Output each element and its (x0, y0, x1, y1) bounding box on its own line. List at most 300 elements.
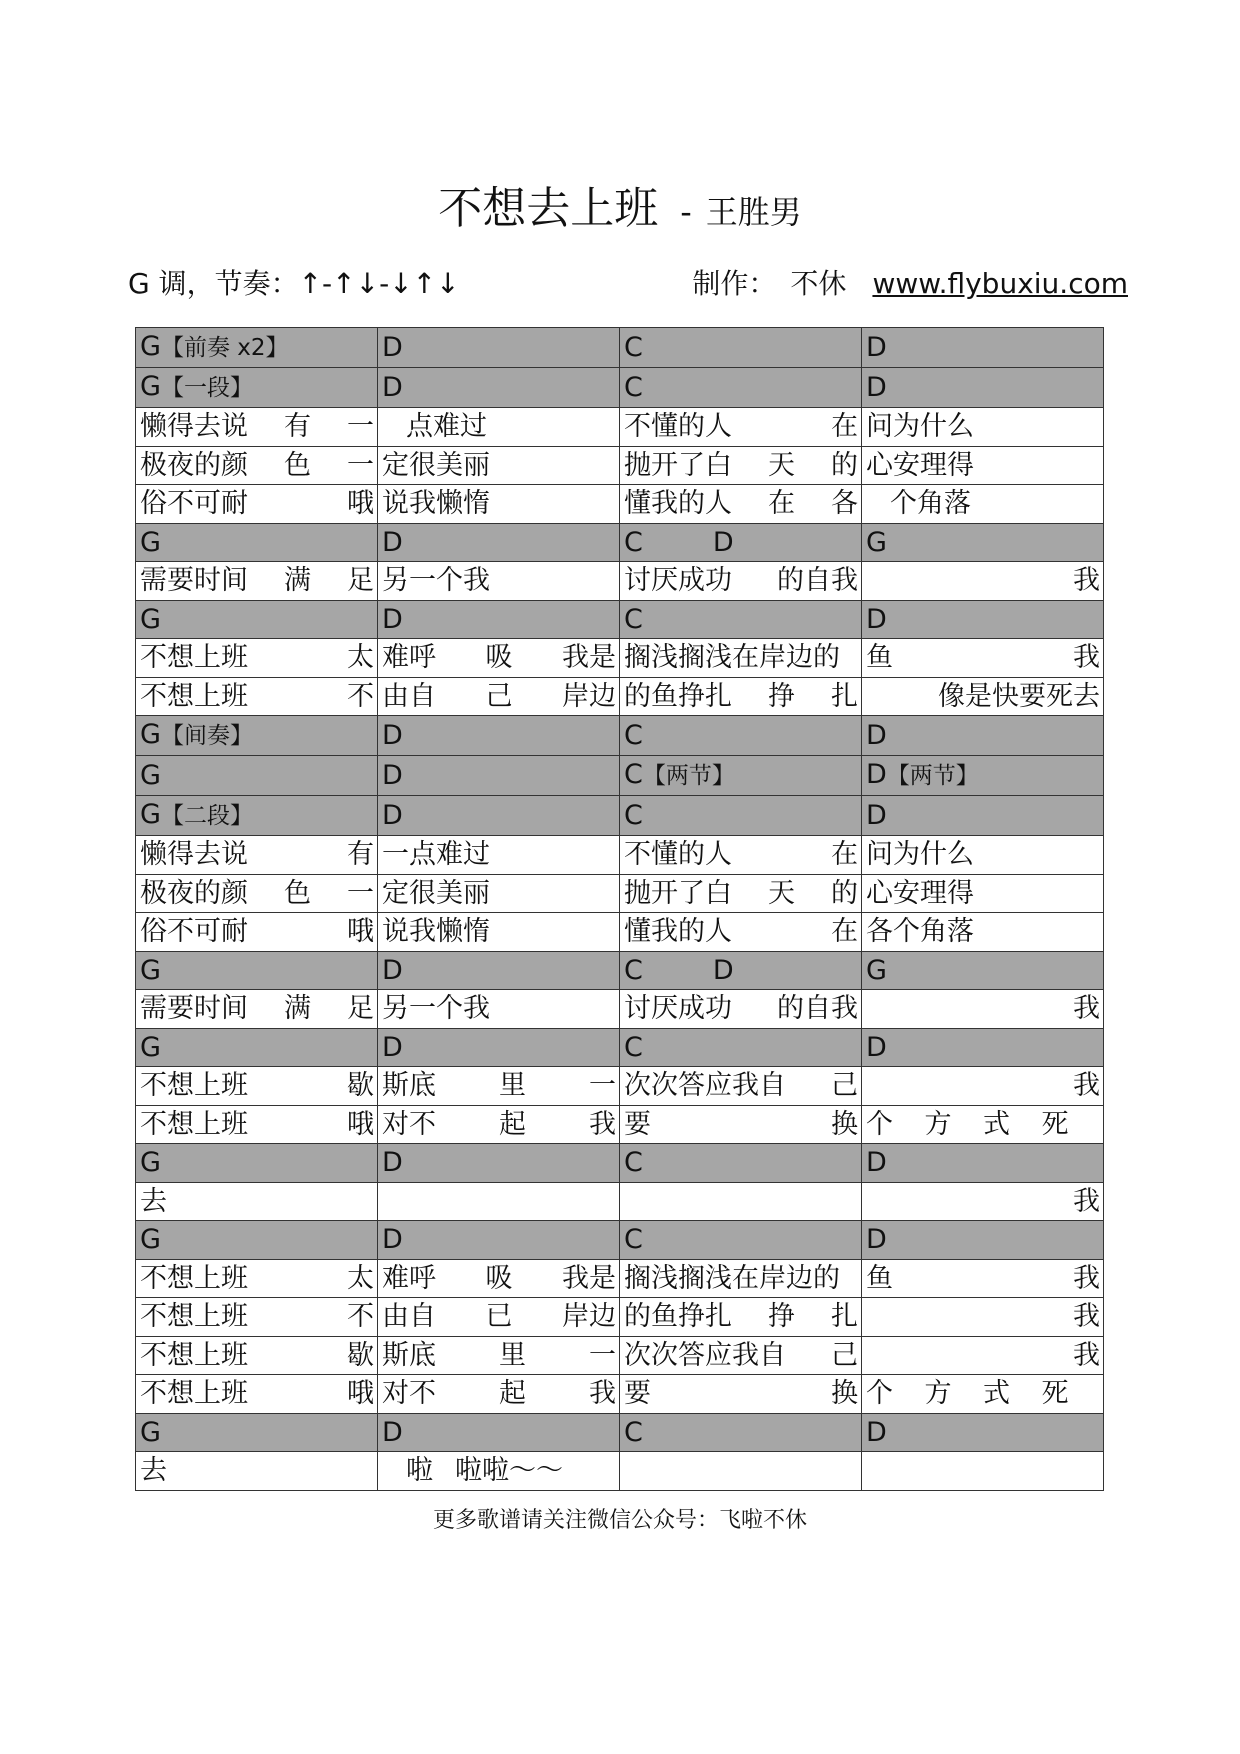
lyric-cell (862, 913, 1104, 952)
lyric-line (140, 485, 374, 522)
artist-name: 王胜男 (705, 193, 802, 231)
lyric-line (624, 1106, 858, 1143)
lyric-text: 对不 (382, 1378, 436, 1410)
lyric-text: 挣 (768, 680, 795, 712)
chord-cell (136, 951, 378, 990)
chord-row (136, 523, 1104, 562)
credit-label: 制作： (692, 267, 777, 300)
lyric-line (866, 875, 1100, 912)
lyric-cell (862, 639, 1104, 678)
section-label: 【两节】 (886, 763, 979, 789)
lyric-text: 一 (347, 449, 374, 481)
chord-cell (136, 368, 378, 408)
lyric-text: 对不 (382, 1108, 436, 1140)
lyric-text: 天 (768, 449, 795, 481)
lyric-text: 需要时间 (140, 993, 248, 1025)
lyric-text: 的 (831, 449, 858, 481)
lyric-line (866, 913, 1100, 950)
lyric-line (140, 1452, 374, 1489)
chord-symbol: D (382, 526, 403, 558)
lyric-line (866, 408, 1100, 445)
lyric-line (624, 875, 858, 912)
chord-symbol: D (712, 526, 734, 558)
lyric-cell (862, 990, 1104, 1029)
chord-symbol: D (382, 720, 403, 751)
chord-cell (620, 368, 862, 408)
lyric-cell (862, 1105, 1104, 1144)
lyric-text: 需要时间 (140, 565, 248, 597)
lyric-text: 个 (866, 1108, 893, 1140)
chord-symbol: D (382, 1031, 403, 1063)
chord-cell (620, 756, 862, 796)
lyric-row (136, 1067, 1104, 1106)
lyric-cell (862, 562, 1104, 601)
chord-symbol: G (140, 371, 161, 402)
lyric-cell (136, 1067, 378, 1106)
lyric-text: 一点难过 (382, 839, 490, 871)
lyric-row (136, 562, 1104, 601)
lyric-text: 死 (1041, 1378, 1069, 1410)
lyric-line (624, 1337, 858, 1374)
lyric-cell (378, 874, 620, 913)
lyric-text: 斯底 (382, 1339, 436, 1371)
chord-cell (378, 368, 620, 408)
lyric-line (140, 1375, 374, 1412)
lyric-cell (620, 677, 862, 716)
chord-symbol: G (140, 719, 161, 750)
chord-row (136, 756, 1104, 796)
lyric-line (382, 562, 616, 599)
chord-symbol: D (382, 332, 403, 363)
lyric-text: 搁浅搁浅在岸边的 (624, 1262, 840, 1294)
chord-cell (620, 523, 862, 562)
chord-symbol: D (866, 1031, 887, 1063)
lyric-text: 抛开了白 (624, 449, 732, 481)
lyric-text: 起 (499, 1378, 526, 1410)
chord-cell (620, 328, 862, 368)
lyric-text: 我 (1073, 1185, 1100, 1217)
lyric-text: 有 (284, 411, 311, 443)
lyric-line (382, 447, 616, 484)
lyric-row (136, 1336, 1104, 1375)
lyric-cell (136, 913, 378, 952)
chord-cell (862, 1144, 1104, 1183)
lyric-cell (620, 990, 862, 1029)
lyric-line (866, 1183, 1100, 1220)
chord-symbol: D (382, 603, 403, 635)
lyric-cell (136, 562, 378, 601)
chord-sheet-table (135, 327, 1104, 1491)
lyric-row (136, 1105, 1104, 1144)
lyric-line (624, 1067, 858, 1104)
lyric-text: 里 (499, 1070, 526, 1102)
lyric-text: 方 (924, 1378, 952, 1410)
lyric-cell (620, 1452, 862, 1491)
lyric-text: 死 (1041, 1108, 1069, 1140)
lyric-text: 哦 (347, 1108, 374, 1140)
chord-symbol: C (624, 526, 643, 558)
chord-symbol: G (140, 1147, 161, 1179)
lyric-line (140, 875, 374, 912)
chord-symbol: D (382, 1224, 403, 1256)
key-rhythm-info: G 调，节奏：↑-↑↓-↓↑↓ (128, 267, 460, 300)
lyric-row (136, 485, 1104, 524)
title-line (0, 172, 1240, 236)
lyric-text: 问为什么 (866, 839, 974, 871)
lyric-line (382, 1375, 616, 1412)
chord-symbol: G (140, 760, 161, 791)
lyric-text: 抛开了白 (624, 877, 732, 909)
lyric-text: 各 (831, 488, 858, 520)
lyric-cell (378, 1259, 620, 1298)
chord-symbol: C (624, 954, 643, 986)
lyric-cell (136, 408, 378, 447)
lyric-text: 说我懒惰 (382, 916, 490, 948)
chord-cell (136, 796, 378, 836)
section-label: 【前奏 x2】 (160, 335, 289, 361)
chord-cell (378, 951, 620, 990)
lyric-line (140, 1067, 374, 1104)
lyric-text: 歇 (347, 1070, 374, 1102)
lyric-line (382, 678, 616, 715)
chord-symbol: C (624, 800, 643, 831)
lyric-text: 我 (1073, 1262, 1100, 1294)
lyric-text: 我 (1073, 642, 1100, 674)
lyric-cell (378, 1375, 620, 1414)
lyric-text: 搁浅搁浅在岸边的 (624, 642, 840, 674)
lyric-line (140, 639, 374, 676)
lyric-text: 足 (347, 565, 374, 597)
lyric-text: 个角落 (890, 488, 971, 520)
chord-row (136, 1413, 1104, 1452)
lyric-text: 在 (831, 916, 858, 948)
lyric-text: 哦 (347, 488, 374, 520)
lyric-text: 满 (284, 993, 311, 1025)
lyric-text: 去 (140, 1455, 167, 1487)
chord-cell (378, 600, 620, 639)
lyric-text: 我 (589, 1108, 616, 1140)
lyric-cell (620, 874, 862, 913)
lyric-text: 问为什么 (866, 411, 974, 443)
lyric-text: 太 (347, 1262, 374, 1294)
lyric-cell (862, 1182, 1104, 1221)
lyric-text: 不想上班 (140, 1378, 248, 1410)
lyric-text: 不想上班 (140, 1070, 248, 1102)
lyric-text: 在 (831, 839, 858, 871)
lyric-text: 定很美丽 (382, 877, 490, 909)
chord-symbol: D (866, 332, 887, 363)
lyric-cell (620, 446, 862, 485)
lyric-line (624, 485, 858, 522)
lyric-text: 讨厌成功 (624, 565, 732, 597)
chord-cell (862, 1413, 1104, 1452)
chord-cell (620, 951, 862, 990)
chord-cell (862, 368, 1104, 408)
lyric-line (382, 913, 616, 950)
title-separator: - (680, 193, 692, 231)
lyric-text: 我 (1073, 565, 1100, 597)
lyric-text: 讨厌成功 (624, 993, 732, 1025)
lyric-cell (620, 639, 862, 678)
credit-name: 不休 (790, 267, 847, 300)
chord-cell (862, 1221, 1104, 1260)
chord-symbol: C (624, 603, 643, 635)
lyric-line (382, 1106, 616, 1143)
lyric-line (866, 1260, 1100, 1297)
lyric-cell (620, 836, 862, 875)
lyric-cell (620, 913, 862, 952)
lyric-line (624, 678, 858, 715)
lyric-text: 己 (485, 680, 513, 712)
lyric-text: 一 (589, 1070, 616, 1102)
chord-symbol: D (382, 1416, 403, 1448)
chord-cell (620, 1144, 862, 1183)
chord-sheet-body (136, 328, 1104, 1491)
lyric-text: 有 (347, 839, 374, 871)
lyric-text: 的自我 (777, 993, 858, 1025)
lyric-line (866, 990, 1100, 1027)
chord-symbol: C (624, 759, 643, 790)
chord-symbol: D (382, 1147, 403, 1179)
lyric-cell (620, 1375, 862, 1414)
lyric-text: 我 (1073, 1339, 1100, 1371)
chord-symbol: D (866, 720, 887, 751)
lyric-text: 不懂的人 (624, 411, 732, 443)
chord-cell (378, 1221, 620, 1260)
chord-symbol: C (624, 1224, 643, 1256)
chord-symbol: D (866, 603, 887, 635)
lyric-row (136, 913, 1104, 952)
lyric-cell (862, 874, 1104, 913)
lyric-cell (136, 1298, 378, 1337)
lyric-text: 在 (831, 411, 858, 443)
lyric-text: 一 (589, 1339, 616, 1371)
lyric-text: 哦 (347, 916, 374, 948)
lyric-line (624, 1375, 858, 1412)
lyric-row (136, 1452, 1104, 1491)
chord-symbol: D (866, 800, 887, 831)
lyric-cell (620, 408, 862, 447)
lyric-text: 懂我的人 (624, 916, 732, 948)
lyric-cell (862, 677, 1104, 716)
chord-cell (378, 328, 620, 368)
lyric-text: 由自 (382, 1301, 436, 1333)
lyric-line (382, 990, 616, 1027)
lyric-line (140, 1183, 374, 1220)
chord-symbol: D (866, 1224, 887, 1256)
lyric-text: 极夜的颜 (140, 449, 248, 481)
website-link[interactable]: www.flybuxiu.com (872, 267, 1128, 300)
chord-cell (378, 796, 620, 836)
lyric-text: 定很美丽 (382, 449, 490, 481)
lyric-text: 色 (284, 877, 311, 909)
lyric-text: 岸边 (562, 680, 616, 712)
lyric-text: 式 (983, 1108, 1010, 1140)
lyric-text: 俗不可耐 (140, 916, 248, 948)
lyric-text: 挣 (768, 1301, 795, 1333)
lyric-line (382, 1298, 616, 1335)
section-label: 【间奏】 (160, 723, 253, 749)
lyric-text: 吸 (485, 642, 513, 674)
lyric-text: 各个角落 (866, 916, 974, 948)
lyric-line (866, 447, 1100, 484)
lyric-line (140, 408, 374, 445)
chord-symbol: G (140, 799, 161, 830)
chord-row (136, 951, 1104, 990)
chord-row (136, 1221, 1104, 1260)
lyric-cell (378, 446, 620, 485)
lyric-cell (862, 408, 1104, 447)
lyric-text: 不想上班 (140, 1262, 248, 1294)
lyric-line (866, 1298, 1100, 1335)
lyric-text: 心安理得 (866, 877, 974, 909)
chord-symbol: G (140, 603, 161, 635)
lyric-text: 吸 (485, 1262, 513, 1294)
lyric-row (136, 677, 1104, 716)
lyric-line (624, 913, 858, 950)
lyric-cell (862, 1259, 1104, 1298)
lyric-line (866, 1106, 1100, 1143)
chord-symbol: C (624, 1147, 643, 1179)
lyric-text: 足 (347, 993, 374, 1025)
lyric-text: 的自我 (777, 565, 858, 597)
section-label: 【一段】 (160, 375, 253, 401)
lyric-text: 个 (866, 1378, 893, 1410)
lyric-text: 斯底 (382, 1070, 436, 1102)
chord-symbol: G (140, 526, 161, 558)
lyric-cell (620, 1336, 862, 1375)
lyric-line (382, 1067, 616, 1104)
lyric-cell (378, 562, 620, 601)
lyric-cell (136, 836, 378, 875)
lyric-cell (136, 874, 378, 913)
lyric-row (136, 1182, 1104, 1221)
lyric-cell (136, 677, 378, 716)
lyric-text: 懒得去说 (140, 839, 248, 871)
chord-cell (620, 600, 862, 639)
lyric-text: 啦 (406, 1455, 433, 1487)
lyric-line (624, 562, 858, 599)
chord-cell (620, 1221, 862, 1260)
lyric-text: 太 (347, 642, 374, 674)
chord-symbol: G (140, 954, 161, 986)
lyric-cell (136, 639, 378, 678)
chord-symbol: G (140, 331, 161, 362)
chord-cell (862, 523, 1104, 562)
chord-symbol: C (624, 1031, 643, 1063)
lyric-cell (620, 1067, 862, 1106)
chord-cell (136, 1413, 378, 1452)
lyric-line (382, 408, 616, 445)
lyric-text: 啦啦～～ (455, 1455, 563, 1487)
lyric-line (866, 485, 1100, 522)
chord-row (136, 328, 1104, 368)
lyric-line (624, 639, 858, 676)
lyric-text: 已 (485, 1301, 513, 1333)
lyric-text: 不懂的人 (624, 839, 732, 871)
lyric-line (866, 678, 1100, 715)
lyric-row (136, 408, 1104, 447)
lyric-cell (378, 1182, 620, 1221)
lyric-cell (620, 1259, 862, 1298)
lyric-text: 不想上班 (140, 680, 248, 712)
chord-symbol: G (140, 1031, 161, 1063)
lyric-text: 我 (589, 1378, 616, 1410)
lyric-line (624, 836, 858, 873)
lyric-text: 不想上班 (140, 1108, 248, 1140)
chord-cell (862, 1028, 1104, 1067)
chord-cell (862, 796, 1104, 836)
lyric-text: 色 (284, 449, 311, 481)
lyric-text: 鱼 (866, 642, 893, 674)
lyric-text: 己 (831, 1070, 858, 1102)
lyric-cell (136, 485, 378, 524)
chord-cell (862, 328, 1104, 368)
lyric-line (866, 1337, 1100, 1374)
lyric-cell (136, 446, 378, 485)
chord-symbol: D (382, 372, 403, 403)
chord-cell (620, 716, 862, 756)
lyric-cell (862, 485, 1104, 524)
lyric-line (140, 990, 374, 1027)
chord-symbol: D (866, 1147, 887, 1179)
chord-cell (378, 1413, 620, 1452)
lyric-text: 不想上班 (140, 1301, 248, 1333)
chord-row (136, 1144, 1104, 1183)
lyric-text: 懂我的人 (624, 488, 732, 520)
lyric-cell (862, 1452, 1104, 1491)
lyric-text: 俗不可耐 (140, 488, 248, 520)
lyric-text: 一 (347, 877, 374, 909)
chord-cell (620, 1028, 862, 1067)
lyric-line (382, 1452, 616, 1489)
lyric-line (382, 639, 616, 676)
lyric-cell (378, 990, 620, 1029)
chord-symbol: C (624, 1416, 643, 1448)
lyric-cell (620, 1182, 862, 1221)
lyric-text: 起 (499, 1108, 526, 1140)
chord-symbol: C (624, 372, 643, 403)
lyric-text: 说我懒惰 (382, 488, 490, 520)
chord-cell (136, 1028, 378, 1067)
chord-row (136, 1028, 1104, 1067)
chord-cell (136, 328, 378, 368)
lyric-cell (136, 1182, 378, 1221)
lyric-cell (378, 1067, 620, 1106)
lyric-line (140, 1298, 374, 1335)
lyric-line (140, 562, 374, 599)
lyric-cell (862, 1375, 1104, 1414)
chord-row (136, 796, 1104, 836)
lyric-text: 懒得去说 (140, 411, 248, 443)
lyric-row (136, 874, 1104, 913)
lyric-cell (620, 1298, 862, 1337)
chord-cell (136, 716, 378, 756)
lyric-line (624, 1260, 858, 1297)
lyric-text: 点难过 (406, 411, 487, 443)
chord-cell (378, 523, 620, 562)
chord-symbol: G (140, 1416, 161, 1448)
lyric-cell (136, 990, 378, 1029)
lyric-text: 像是快要死去 (938, 680, 1100, 712)
lyric-text: 一 (347, 411, 374, 443)
lyric-cell (136, 1336, 378, 1375)
chord-row (136, 600, 1104, 639)
lyric-cell (862, 1298, 1104, 1337)
lyric-text: 扎 (831, 1301, 858, 1333)
chord-symbol: D (382, 954, 403, 986)
lyric-line (624, 990, 858, 1027)
